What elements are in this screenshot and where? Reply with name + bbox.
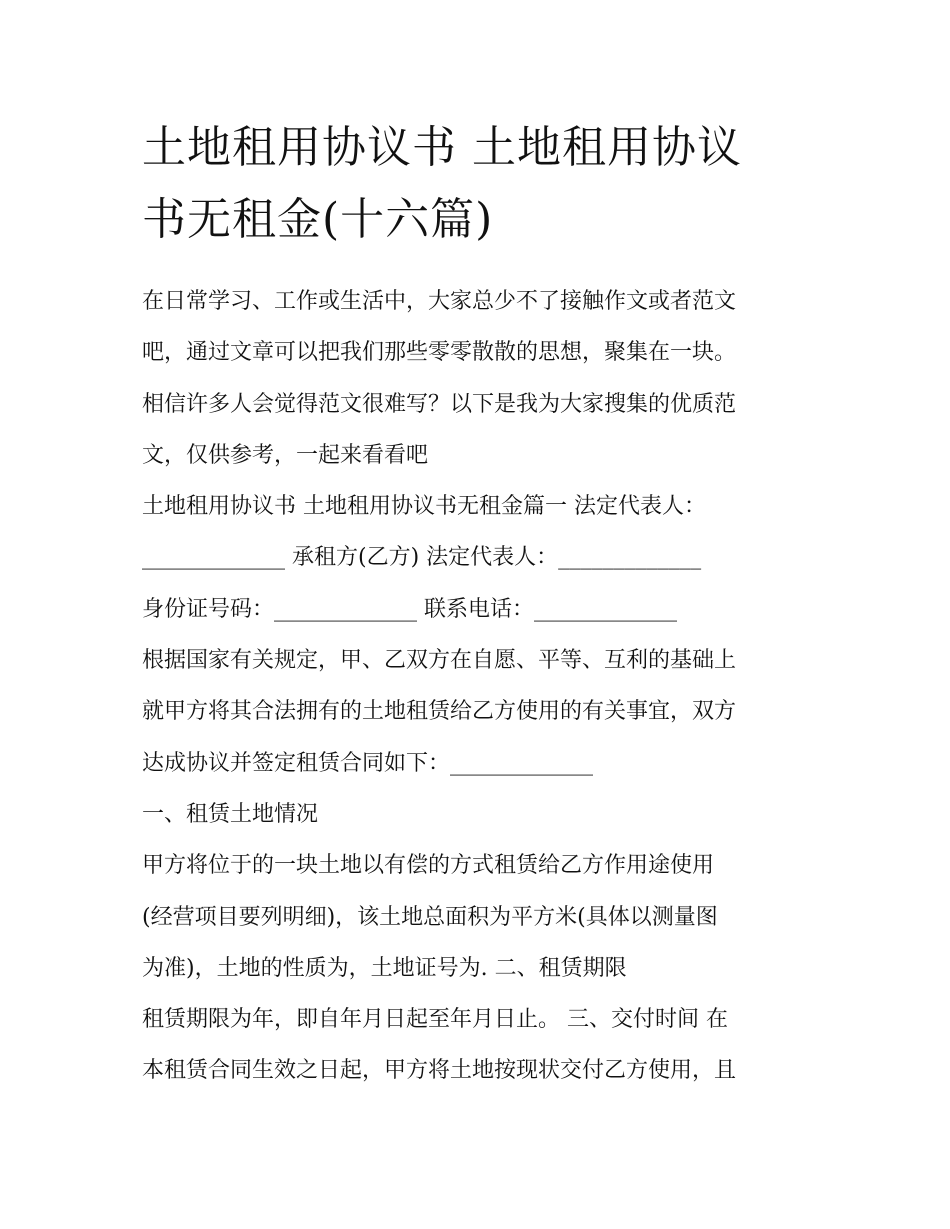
body-line: _____________ 承租方(乙方) 法定代表人：_____________ — [142, 545, 702, 571]
document-title — [142, 112, 822, 256]
document-body — [142, 276, 822, 1097]
body-line: 相信许多人会觉得范文很难写？以下是我为大家搜集的优质范 — [142, 391, 737, 417]
body-line: 为准)，土地的性质为，土地证号为. 二、租赁期限 — [142, 955, 627, 981]
body-line: 甲方将位于的一块土地以有偿的方式租赁给乙方作用途使用 — [142, 853, 715, 879]
body-line: 本租赁合同生效之日起，甲方将土地按现状交付乙方使用，且 — [142, 1058, 737, 1084]
body-line: 身份证号码：_____________ 联系电话：_____________ — [142, 596, 677, 622]
body-line: 租赁期限为年，即自年月日起至年月日止。 三、交付时间 在 — [142, 1007, 728, 1033]
body-line: 在日常学习、工作或生活中，大家总少不了接触作文或者范文 — [142, 289, 737, 314]
body-line: 达成协议并签定租赁合同如下：_____________ — [142, 750, 594, 776]
title-line: 书无租金(十六篇) — [142, 194, 494, 245]
body-line: 吧，通过文章可以把我们那些零零散散的思想，聚集在一块。 — [142, 340, 737, 366]
body-line: 根据国家有关规定，甲、乙双方在自愿、平等、互利的基础上 — [142, 648, 737, 674]
title-line: 土地租用协议书 土地租用协议 — [142, 122, 742, 173]
body-line: (经营项目要列明细)，该土地总面积为平方米(具体以测量图 — [142, 904, 718, 930]
section-heading: 一、租赁土地情况 — [142, 801, 319, 827]
body-line: 就甲方将其合法拥有的土地租赁给乙方使用的有关事宜，双方 — [142, 699, 737, 725]
body-line: 文，仅供参考，一起来看看吧 — [142, 442, 429, 468]
body-line: 土地租用协议书 土地租用协议书无租金篇一 法定代表人： — [142, 494, 706, 520]
